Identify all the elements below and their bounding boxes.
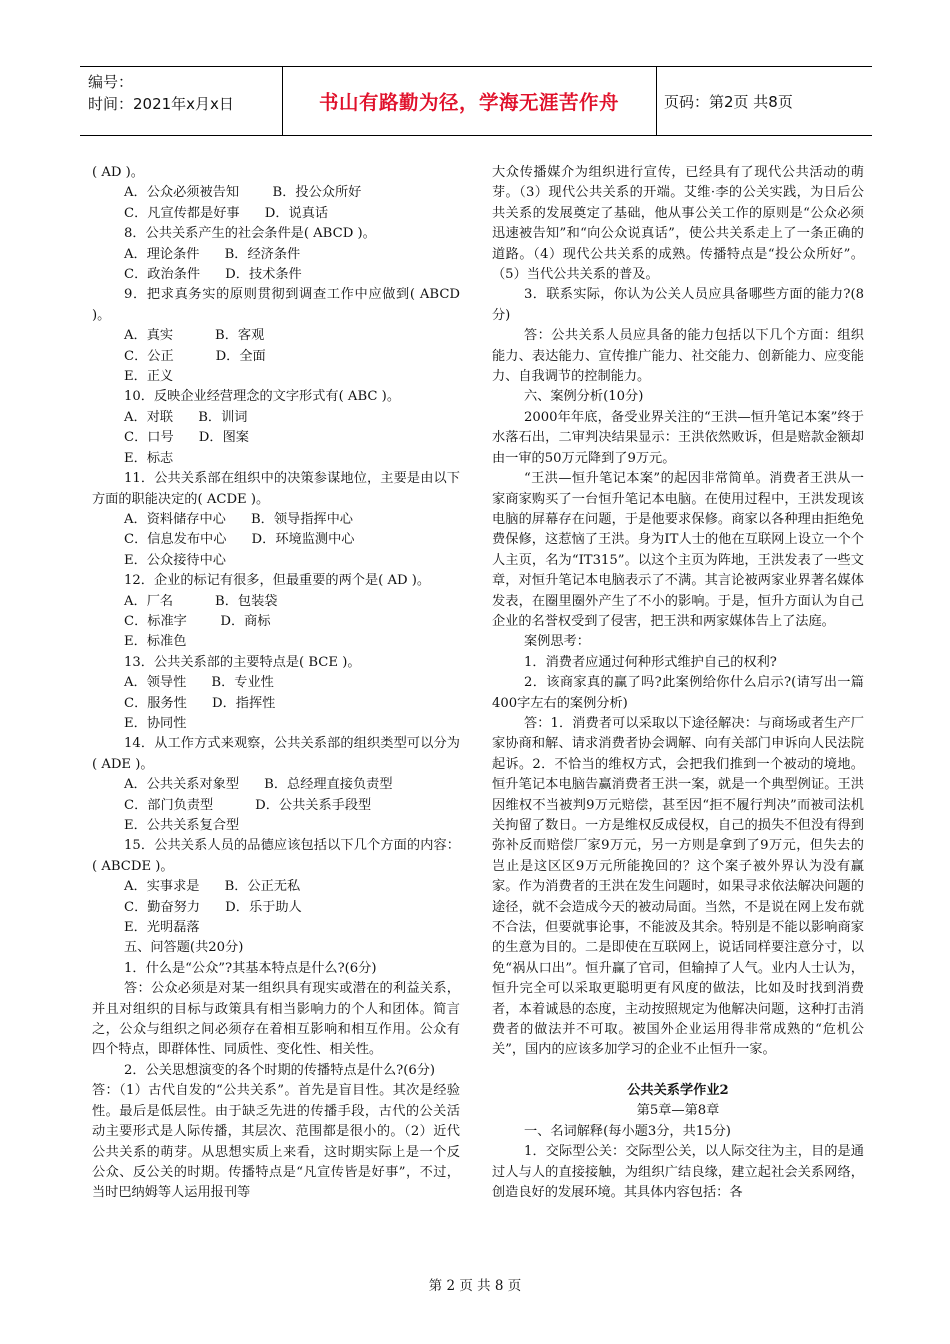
paragraph: “王洪—恒升笔记本案”的起因非常简单。消费者王洪从一家商家购买了一台恒升笔记本电脑。在使用过程中，王洪发现该电脑的屏幕存在问题，于是他要求保修。商家以各种理由拒绝免费保修，这惹恼了王洪。身为IT人士的他在互联网上设立一个个人主页，名为“IT315”。以这个主页为阵地，王洪发表了一些文章，对恒升笔记本电脑表示了不满。其言论被两家业界著名媒体发表，在圈里圈外产生了不小的影响。于是，恒升方面认为自己企业的名誉权受到了侵害，把王洪和两家媒体告上了法庭。 (492, 471, 864, 629)
paragraph: C．服务性 D．指挥性 (124, 695, 276, 711)
paragraph: 12．企业的标记有很多，但最重要的两个是( AD )。 (124, 573, 431, 589)
paragraph: C．信息发布中心 D．环境监测中心 (124, 532, 355, 548)
page-footer: 第 2 页 共 8 页 (428, 1278, 522, 1294)
right-column (492, 163, 864, 1203)
paragraph: 第5章—第8章 (636, 1103, 720, 1119)
paragraph: E．光明磊落 (124, 920, 200, 936)
paragraph: C．部门负责型 D．公共关系手段型 (124, 797, 372, 813)
paragraph: 8．公共关系产生的社会条件是( ABCD )。 (124, 226, 376, 242)
paragraph: E．协同性 (124, 715, 187, 731)
paragraph: 13．公共关系部的主要特点是( BCE )。 (124, 654, 361, 670)
paragraph: E．公众接待中心 (124, 552, 226, 568)
paragraph: A．实事求是 B．公正无私 (124, 879, 301, 895)
paragraph: 2．该商家真的赢了吗?此案例给你什么启示?(请写出一篇400字左右的案例分析) (492, 675, 864, 711)
paragraph: A．公共关系对象型 B．总经理直接负责型 (124, 777, 393, 793)
paragraph: E．标准色 (124, 634, 187, 650)
paragraph: A．厂名 B．包装袋 (124, 593, 278, 609)
paragraph: 1．消费者应通过何种形式维护自己的权利? (524, 654, 777, 670)
paragraph: A．真实 B．客观 (124, 328, 265, 344)
paragraph: 答：公众必须是对某一组织具有现实或潜在的利益关系，并且对组织的目标与政策具有相当影响力的个人和团体。简言之，公众与组织之间必须存在着相互影响和相互作用。公众有四个特点，即群体性、同质性、变化性、相关性。 (92, 981, 460, 1058)
paragraph: A．资料储存中心 B．领导指挥中心 (124, 511, 353, 527)
paragraph: A．领导性 B．专业性 (124, 675, 274, 691)
spacer (492, 1061, 864, 1081)
paragraph: C．标准字 D．商标 (124, 613, 271, 629)
header-motto: 书山有路勤为径，学海无涯苦作舟 (318, 91, 619, 114)
paragraph: 答：（1）古代自发的“公共关系”。首先是盲目性。其次是经验性。最后是低层性。由于缺乏先进的传播手段，古代的公关活动主要形式是人际传播，其层次、范围都是很小的。（2）近代公共关系的萌芽。从思想实质上来看，这时期实际上是一个反公众、反公关的时期。传播特点是“凡宣传皆是好事”，不过，当时巴纳姆等人运用报刊等 (92, 1083, 460, 1201)
paragraph: E．正义 (124, 369, 174, 385)
paragraph: C．勤奋努力 D．乐于助人 (124, 899, 302, 915)
paragraph: 11．公共关系部在组织中的决策参谋地位，主要是由以下方面的职能决定的( ACDE )。 (92, 471, 460, 507)
paragraph: 大众传播媒介为组织进行宣传，已经具有了现代公共活动的萌芽。（3）现代公共关系的开端。艾维·李的公关实践，为日后公共关系的发展奠定了基础，他从事公关工作的原则是“公众必须迅速被告知”和“向公众说真话”，使公共关系走上了一条正确的道路。（4）现代公共关系的成熟。传播特点是“投公众所好”。（5）当代公共关系的普及。 (492, 165, 864, 283)
number-label: 编号： (88, 73, 134, 91)
paragraph: A．公众必须被告知 B．投公众所好 (124, 185, 362, 201)
paragraph: 公共关系学作业2 (627, 1082, 729, 1098)
paragraph: E．公共关系复合型 (124, 818, 240, 833)
paragraph: 答：1．消费者可以采取以下途径解决：与商场或者生产厂家协商和解、请求消费者协会调解、向有关部门申诉向人民法院起诉。2．不恰当的维权方式，会把我们推到一个被动的境地。恒升笔记本电脑告赢消费者王洪一案，就是一个典型例证。王洪因维权不当被判9万元赔偿，甚至因“拒不履行判决”而被司法机关拘留了数日。一方是维权反成侵权，自己的损失不但没有得到弥补反而赔偿厂家9万元，另一方则是拿到了9万元，但失去的岂止是这区区9万元所能挽回的？这个案子被外界认为没有赢家。作为消费者的王洪在发生问题时，如果寻求依法解决问题的途径，就不会造成今天的被动局面。当然，不是说在网上发布就不合法，但要就事论事，不能波及其余。特别是不能以影响商家的生意为目的。二是即使在互联网上，说话同样要注意分寸，以免“祸从口出”。恒升赢了官司，但输掉了人气。业内人士认为，恒升完全可以采取更聪明更有风度的做法，比如及时找到消费者，本着诚恳的态度，主动按照规定为他解决问题，这种打击消费者的做法并不可取。被国外企业运用得非常成熟的“危机公关”，国内的应该多加学习的企业不止恒升一家。 (492, 715, 864, 1058)
paragraph: A．理论条件 B．经济条件 (124, 246, 301, 262)
paragraph: 1．什么是“公众”?其基本特点是什么?(6分) (124, 960, 377, 976)
time-label: 时间：2021年x月x日 (88, 95, 234, 113)
paragraph: 14．从工作方式来观察，公共关系部的组织类型可以分为( ADE )。 (92, 736, 460, 772)
paragraph: C．口号 D．图案 (124, 430, 249, 446)
paragraph: ( AD )。 (92, 165, 144, 180)
page-header (80, 66, 872, 136)
paragraph: 15．公共关系人员的品德应该包括以下几个方面的内容：( ABCDE )。 (92, 838, 460, 874)
paragraph: 9．把求真务实的原则贯彻到调查工作中应做到( ABCD )。 (92, 287, 460, 323)
paragraph: C．公正 D．全面 (124, 348, 266, 364)
paragraph: 3．联系实际，你认为公关人员应具备哪些方面的能力?(8分) (492, 287, 864, 323)
paragraph: 五、问答题(共20分) (124, 940, 244, 956)
paragraph: E．标志 (124, 450, 174, 466)
header-info (88, 71, 278, 115)
paragraph: 一、名词解释(每小题3分，共15分) (524, 1123, 731, 1139)
paragraph: C．凡宣传都是好事 D．说真话 (124, 205, 329, 221)
left-column (92, 163, 460, 1204)
paragraph: C．政治条件 D．技术条件 (124, 267, 302, 283)
header-divider (656, 67, 657, 135)
paragraph: 答：公共关系人员应具备的能力包括以下几个方面：组织能力、表达能力、宣传推广能力、社交能力、创新能力、应变能力、自我调节的控制能力。 (492, 328, 864, 385)
paragraph: 2．公关思想演变的各个时期的传播特点是什么?(6分) (124, 1062, 436, 1078)
paragraph: 1．交际型公关：交际型公关，以人际交往为主，目的是通过人与人的直接接触，为组织广结良缘，建立起社会关系网络，创造良好的发展环境。其具体内容包括：各 (492, 1144, 864, 1200)
paragraph: 六、案例分析(10分) (524, 389, 644, 405)
header-page-info: 页码：第2页 共8页 (664, 92, 793, 111)
paragraph: 2000年年底，备受业界关注的“王洪—恒升笔记本案”终于水落石出，二审判决结果显示：王洪依然败诉，但是赔款金额却由一审的50万元降到了9万元。 (492, 409, 864, 466)
paragraph: A．对联 B．训词 (124, 409, 248, 425)
paragraph: 案例思考： (524, 634, 590, 650)
paragraph: 10．反映企业经营理念的文字形式有( ABC )。 (124, 389, 401, 405)
